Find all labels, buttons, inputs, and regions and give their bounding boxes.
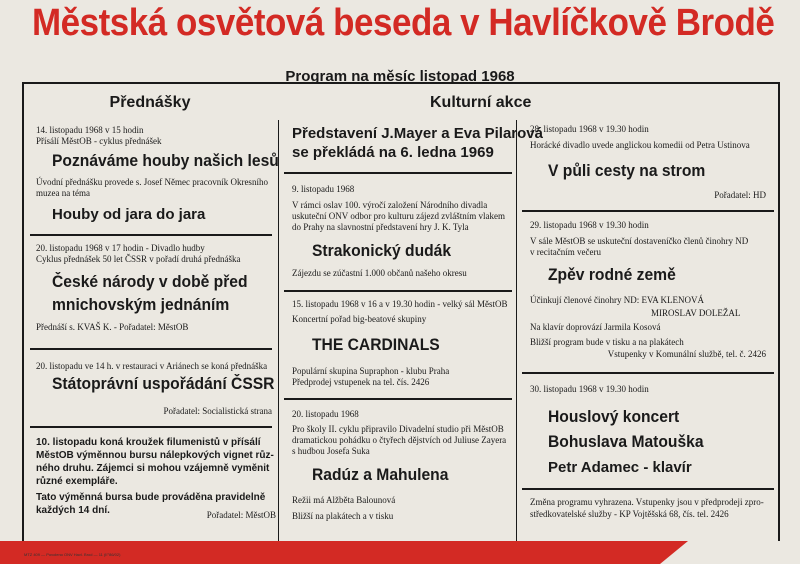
event5-cast1: Účinkují členové činohry ND: EVA KLENOVÁ (530, 295, 705, 305)
event3-desc2: dramatickou pohádku o čtyřech dějstvích od Juliuse Zayera (292, 435, 507, 445)
lectures-heading: Přednášky (109, 94, 191, 111)
event2-date: 15. listopadu 1968 v 16 a v 19.30 hodin - velký sál MěstOB (292, 299, 508, 309)
event5-desc1: V sále MěstOB se uskuteční dostaveníčko členů činohry ND (530, 236, 749, 246)
notice-line3: ného druhu. Zájemci si mohou vzájemně vyměnit (36, 463, 270, 474)
event4-organizer: Pořadatel: HD (714, 190, 766, 200)
lecture2-desc: Cyklus přednášek 50 let ČSSR v pořadí druhá přednáška (36, 254, 241, 264)
footnote-line2: středkovatelské služby - KP Vojtěšská 68, čís. tel. 2426 (530, 509, 729, 519)
lecture1-desc: Úvodní přednášku provede s. Josef Němec pracovník Okresního muzea na téma (36, 177, 268, 198)
event1-title: Strakonický dudák (312, 241, 452, 260)
culture-heading: Kulturní akce (430, 94, 532, 111)
event1-note: Zájezdu se zúčastní 1.000 občanů našeho okresu (292, 268, 467, 278)
rule-right-1 (522, 210, 774, 212)
torn-corner (660, 541, 800, 564)
rule-mid-1 (284, 172, 512, 174)
rule-right-3 (522, 488, 774, 490)
divider-left (278, 120, 279, 545)
rule-mid-2 (284, 290, 512, 292)
lecture2-title-line1: České národy v době před (52, 272, 248, 291)
divider-right (516, 120, 517, 545)
event3-desc3: s hudbou Josefa Suka (292, 446, 370, 456)
lecture2-date: 20. listopadu 1968 v 17 hodin - Divadlo hudby (36, 243, 205, 253)
lecture2-title-line2: mnichovským jednáním (52, 295, 230, 314)
print-imprint: MTZ 409 — Povoleno ONV Havl. Brod — 11 (II°86/02) (24, 552, 121, 557)
event2-title: THE CARDINALS (312, 335, 440, 354)
event1-desc2: uskuteční ONV odbor pro kulturu zájezd zvláštním vlakem (292, 211, 506, 221)
notice-moved-line1: Představení J.Mayer a Eva Pilarová (292, 125, 543, 142)
event2-note2: Předprodej vstupenek na tel. čís. 2426 (292, 377, 430, 387)
lecture3-organizer: Pořadatel: Socialistická strana (163, 406, 272, 416)
event3-date: 20. listopadu 1968 (292, 409, 359, 419)
rule-left-1 (30, 234, 272, 236)
rule-mid-3 (284, 398, 512, 400)
notice-line1: 10. listopadu koná kroužek filumenistů v přísálí (36, 437, 261, 448)
event5-tickets: Vstupenky v Komunální službě, tel. č. 2426 (607, 349, 766, 359)
rule-left-2 (30, 348, 272, 350)
event6-performer: Petr Adamec - klavír (548, 459, 692, 476)
rule-right-2 (522, 372, 774, 374)
poster-title: Městská osvětová beseda v Havlíčkově Brodě (32, 2, 775, 44)
lecture1-title: Poznáváme houby našich lesů (52, 151, 279, 170)
lecture1-place: Přísálí MěstOB - cyklus přednášek (36, 136, 162, 146)
notice-line4: různé exempláře. (36, 476, 118, 487)
event3-desc1: Pro školy II. cyklu připravilo Divadelní studio při MěstOB (292, 424, 504, 434)
event6-title-line1: Houslový koncert (548, 407, 680, 426)
footnote-line1: Změna programu vyhrazena. Vstupenky jsou v předprodeji zpro- (530, 497, 764, 507)
event4-title: V půli cesty na strom (548, 161, 706, 180)
poster-subtitle: Program na měsíc listopad 1968 (285, 68, 515, 85)
event1-desc3: do Prahy na slavnostní představení hry J. K. Tyla (292, 222, 469, 232)
lecture3-title: Státoprávní uspořádání ČSSR (52, 374, 275, 393)
event3-title: Radúz a Mahulena (312, 465, 449, 484)
lecture2-lecturer: Přednáší s. KVAŠ K. - Pořadatel: MěstOB (36, 322, 189, 332)
event1-date: 9. listopadu 1968 (292, 184, 355, 194)
lecture1-topic: Houby od jara do jara (52, 206, 206, 223)
lecture1-date: 14. listopadu 1968 v 15 hodin (36, 125, 144, 135)
notice-moved-line2: se překládá na 6. ledna 1969 (292, 144, 494, 161)
event5-piano: Na klavír doprovází Jarmila Kosová (530, 322, 661, 332)
notice-organizer: Pořadatel: MěstOB (206, 510, 276, 520)
event5-cast2: MIROSLAV DOLEŽAL (651, 308, 741, 318)
lecture3-date: 20. listopadu ve 14 h. v restauraci v Ariánech se koná přednáška (36, 361, 268, 371)
notice-line2: MěstOB výměnnou bursu nálepkových vignet růz- (36, 450, 274, 461)
event1-desc1: V rámci oslav 100. výročí založení Národního divadla (292, 200, 488, 210)
notice-line5: Tato výměnná bursa bude prováděna pravidelně (36, 492, 266, 503)
event4-desc: Horácké divadlo uvede anglickou komedii od Petra Ustinova (530, 140, 750, 150)
rule-left-3 (30, 426, 272, 428)
event6-title-line2: Bohuslava Matouška (548, 432, 704, 451)
event5-note: Bližší program bude v tisku a na plakátech (530, 337, 684, 347)
event2-note1: Populární skupina Supraphon - klubu Praha (292, 366, 450, 376)
event4-date: 28. listopadu 1968 v 19.30 hodin (530, 124, 649, 134)
event6-date: 30. listopadu 1968 v 19.30 hodin (530, 384, 649, 394)
event5-desc2: v recitačním večeru (530, 247, 601, 257)
notice-line6: každých 14 dní. (36, 505, 110, 516)
event2-desc: Koncertní pořad big-beatové skupiny (292, 314, 427, 324)
event5-date: 29. listopadu 1968 v 19.30 hodin (530, 220, 649, 230)
event3-note2: Bližší na plakátech a v tisku (292, 511, 394, 521)
event5-title: Zpěv rodné země (548, 265, 676, 284)
event3-note1: Režii má Alžběta Balounová (292, 495, 396, 505)
